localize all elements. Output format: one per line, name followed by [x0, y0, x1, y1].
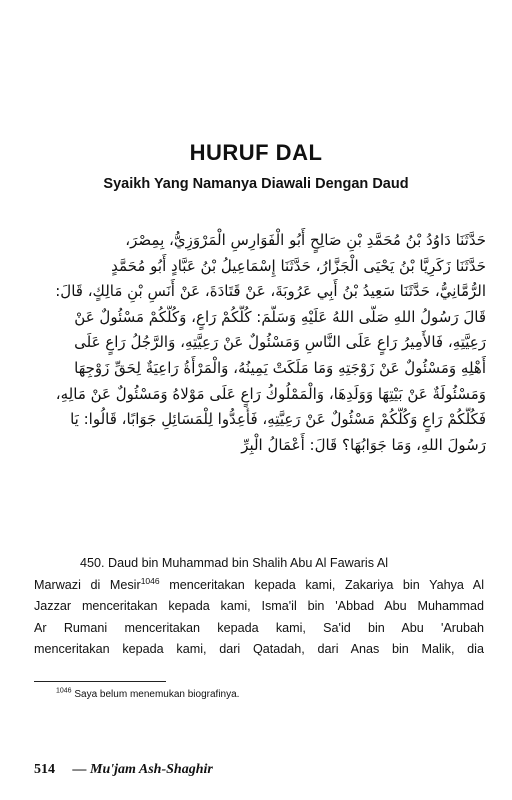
translation-paragraph	[34, 553, 484, 661]
footnote-text: Saya belum menemukan biografinya.	[71, 689, 240, 700]
arabic-line: أَهْلِهِ وَمَسْئُولٌ عَنْ زَوْجَتِهِ وَمَا مَلَكَتْ يَمِينُهُ، وَالْمَرْأَةُ رَاعِيَةٌ لِحَقِّ زَوْجِهَا	[74, 358, 486, 377]
arabic-line: رَعِيَّتِهِ، فَالأَمِيرُ رَاعٍ عَلَى النَّاسِ وَمَسْئُولٌ عَنْ رَعِيَّتِهِ، وَالرَّجُلُ رَاعٍ عَلَى	[74, 333, 486, 352]
translation-text: menceritakan kepada kami, Zakariya bin Yahya Al	[159, 577, 484, 592]
translation-line: 450. Daud bin Muhammad bin Shalih Abu Al Fawaris Al	[80, 556, 389, 570]
page-footer	[34, 762, 213, 778]
arabic-line: رَسُولَ اللهِ، وَمَا جَوَابُهَا؟ قَالَ: أَعْمَالُ الْبِرِّ	[241, 435, 486, 454]
translation-line: Ar Rumani menceritakan kepada kami, Sa'id bin Abu 'Arubah	[34, 620, 484, 635]
translation-line: Jazzar menceritakan kepada kami, Isma'il bin 'Abbad Abu Muhammad	[34, 599, 484, 613]
running-title: — Mu'jam Ash-Shaghir	[72, 762, 213, 777]
footnote-number: 1046	[56, 687, 72, 695]
chapter-subtitle: Syaikh Yang Namanya Diawali Dengan Daud	[103, 176, 409, 192]
arabic-line: فَكُلُّكُمْ رَاعٍ وَكُلُّكُمْ مَسْئُولٌ عَنْ رَعِيَّتِهِ، فَأَعِدُّوا لِلْمَسَائِلِ جَوَابًا، قَالُوا: يَا	[70, 410, 486, 429]
page-number: 514	[34, 762, 55, 777]
footnote-reference: 1046	[140, 575, 160, 586]
translation-line	[34, 575, 484, 597]
chapter-title: HURUF DAL	[189, 140, 323, 165]
arabic-line: حَدَّثَنَا دَاوُدُ بْنُ مُحَمَّدِ بْنِ صَالِحٍ أَبُو الْفَوَارِسِ الْمَرْوَزِيُّ، بِمِصْرَ،	[125, 231, 486, 249]
footnote-divider	[34, 681, 166, 682]
arabic-line: الرُّمَّانِيُّ، حَدَّثَنَا سَعِيدُ بْنُ أَبِي عَرُوبَةَ، عَنْ قَتَادَةَ، عَنْ أَنَسِ بْنِ مَالِكٍ، قَالَ:	[55, 282, 486, 301]
arabic-line: حَدَّثَنَا زَكَرِيَّا بْنُ يَحْيَى الْجَزَّارُ، حَدَّثَنَا إِسْمَاعِيلُ بْنُ عَبَّادٍ أَبُو مُحَمَّدٍ	[111, 256, 486, 275]
footnote	[56, 689, 239, 700]
translation-line: menceritakan kepada kami, dari Qatadah, dari Anas bin Malik, dia	[34, 642, 484, 656]
arabic-line: قَالَ رَسُولُ اللهِ صَلَّى اللهُ عَلَيْهِ وَسَلَّمَ: كُلُّكُمْ رَاعٍ، وَكُلُّكُمْ مَسْئُولٌ عَنْ	[74, 307, 486, 326]
arabic-hadith-text	[26, 228, 486, 458]
translation-text: Marwazi di Mesir	[34, 577, 141, 592]
arabic-line: وَمَسْئُولَةٌ عَنْ بَيْتِهَا وَوَلَدِهَا، وَالْمَمْلُوكُ رَاعٍ عَلَى مَوْلاهُ وَمَسْئُولٌ عَنْ مَالِهِ،	[55, 384, 486, 403]
